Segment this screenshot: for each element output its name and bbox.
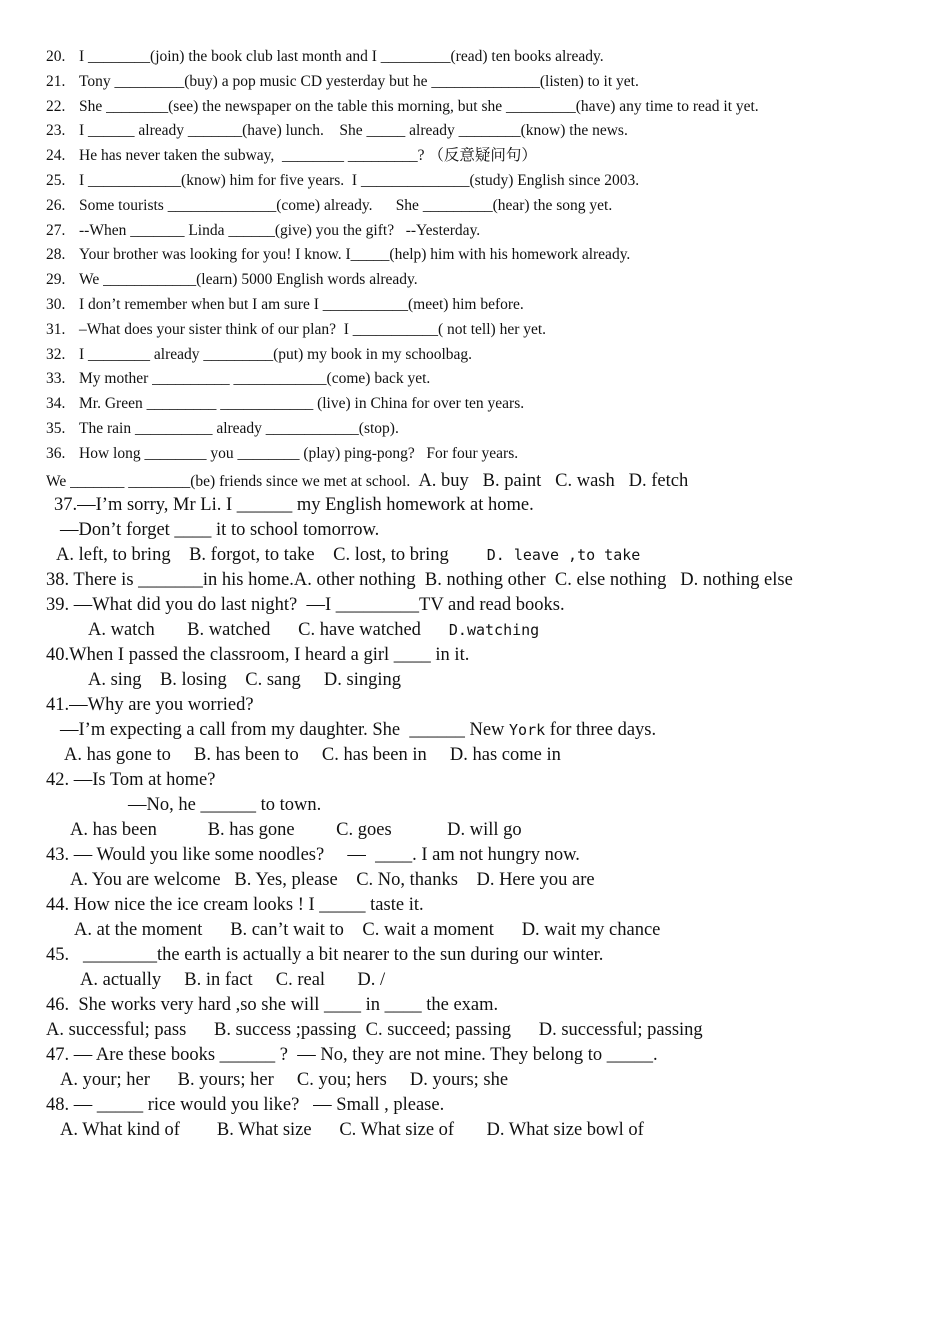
item-number: 33. [46, 370, 66, 387]
question-text: —What did you do last night? —I _________TV and read books. [69, 595, 565, 615]
item-number: 35. [46, 420, 66, 437]
item-text: My mother __________ ____________(come) back yet. [79, 370, 431, 387]
question-46 [46, 996, 498, 1015]
item-text: Some tourists ______________(come) already. She _________(hear) the song yet. [79, 197, 613, 214]
item-number: 28. [46, 246, 66, 263]
question-41 [46, 696, 254, 715]
question-text: — Are these books ______ ? — No, they are not mine. They belong to _____. [69, 1045, 658, 1065]
item-text: We ____________(learn) 5000 English words already. [79, 271, 418, 288]
item-text: How long ________ you ________ (play) ping-pong? For four years. [79, 445, 519, 462]
question-37-reply: —Don’t forget ____ it to school tomorrow. [60, 520, 380, 540]
question-41-options: A. has gone to B. has been to C. has been in D. has come in [64, 745, 561, 765]
question-41-reply [60, 721, 656, 740]
item-number: 36. [46, 445, 66, 462]
question-43-options: A. You are welcome B. Yes, please C. No, thanks D. Here you are [70, 870, 595, 890]
question-text: She works very hard ,so she will ____ in ____ the exam. [69, 995, 499, 1015]
item-text: I ________(join) the book club last month and I _________(read) ten books already. [79, 48, 604, 65]
question-46-options: A. successful; pass B. success ;passing C. succeed; passing D. successful; passing [46, 1020, 703, 1040]
question-number: 48. [46, 1095, 70, 1115]
item-text: –What does your sister think of our plan? I ___________( not tell) her yet. [79, 321, 547, 338]
question-47 [46, 1046, 658, 1065]
question-number: 45. [46, 945, 70, 965]
question-number: 41. [46, 695, 70, 715]
question-45 [46, 946, 603, 965]
reply-text: —I’m expecting a call from my daughter. She ______ New [60, 720, 510, 740]
item-number: 29. [46, 271, 66, 288]
question-text: —Is Tom at home? [69, 770, 216, 790]
question-38 [46, 571, 793, 590]
question-42-reply: —No, he ______ to town. [128, 795, 322, 815]
question-40-options: A. sing B. losing C. sang D. singing [88, 670, 401, 690]
item-text: I ________ already _________(put) my book in my schoolbag. [79, 346, 473, 363]
question-42-options: A. has been B. has gone C. goes D. will go [70, 820, 522, 840]
question-37-options [56, 546, 640, 565]
question-42 [46, 771, 215, 790]
item-text: She ________(see) the newspaper on the table this morning, but she _________(have) any time to read it yet. [79, 98, 759, 115]
question-44-options: A. at the moment B. can’t wait to C. wait a moment D. wait my chance [74, 920, 661, 940]
question-48 [46, 1096, 444, 1115]
item-text: Mr. Green _________ ____________ (live) in China for over ten years. [79, 395, 525, 412]
reply-text-end: for three days. [545, 720, 657, 740]
item-number: 26. [46, 197, 66, 214]
question-47-options: A. your; her B. yours; her C. you; hers D. yours; she [60, 1070, 509, 1090]
question-43 [46, 846, 580, 865]
item-number: 30. [46, 296, 66, 313]
options-abc: A. left, to bring B. forgot, to take C. lost, to bring [56, 545, 449, 565]
item-number: 25. [46, 172, 66, 189]
item-number: 34. [46, 395, 66, 412]
item-text: He has never taken the subway, ________ _________? （反意疑问句） [79, 147, 537, 164]
item-text: --When _______ Linda ______(give) you the gift? --Yesterday. [79, 222, 481, 239]
item-number: 32. [46, 346, 66, 363]
item-text: I ______ already _______(have) lunch. She _____ already ________(know) the news. [79, 122, 628, 139]
item-number: 21. [46, 73, 66, 90]
question-37 [54, 496, 534, 515]
question-number: 47. [46, 1045, 70, 1065]
question-45-options: A. actually B. in fact C. real D. / [80, 970, 386, 990]
we-line-options: A. buy B. paint C. wash D. fetch [410, 471, 689, 491]
question-number: 44. [46, 895, 70, 915]
options-abc: A. watch B. watched C. have watched [88, 620, 421, 640]
we-line-sentence: We _______ ________(be) friends since we met at school. [46, 473, 411, 490]
question-text: There is _______in his home.A. other nothing B. nothing other C. else nothing D. nothing else [69, 570, 793, 590]
we-line [46, 472, 688, 491]
question-40 [46, 646, 469, 665]
reply-york: York [509, 721, 546, 739]
item-text: I don’t remember when but I am sure I ___________(meet) him before. [79, 296, 524, 313]
question-text: — _____ rice would you like? — Small , please. [69, 1095, 445, 1115]
question-number: 46. [46, 995, 70, 1015]
item-number: 20. [46, 48, 66, 65]
option-d: D. leave ,to take [486, 546, 641, 564]
question-text: How nice the ice cream looks ! I _____ taste it. [69, 895, 424, 915]
question-text: ________the earth is actually a bit nearer to the sun during our winter. [69, 945, 604, 965]
question-44 [46, 896, 424, 915]
item-text: I ____________(know) him for five years. I ______________(study) English since 2003. [79, 172, 640, 189]
item-number: 23. [46, 122, 66, 139]
question-39 [46, 596, 565, 615]
question-number: 43. [46, 845, 70, 865]
question-number: 40. [46, 645, 70, 665]
question-text: When I passed the classroom, I heard a girl ____ in it. [69, 645, 470, 665]
item-text: Tony _________(buy) a pop music CD yesterday but he ______________(listen) to it yet. [79, 73, 639, 90]
question-text: —Why are you worried? [69, 695, 254, 715]
question-number: 37. [54, 495, 78, 515]
item-text: Your brother was looking for you! I know. I_____(help) him with his homework already. [79, 246, 631, 263]
item-text: The rain __________ already ____________(stop). [79, 420, 399, 437]
question-number: 39. [46, 595, 70, 615]
item-number: 22. [46, 98, 66, 115]
item-number: 31. [46, 321, 66, 338]
question-text: — Would you like some noodles? — ____. I am not hungry now. [69, 845, 580, 865]
option-d: D.watching [448, 621, 540, 639]
question-number: 38. [46, 570, 70, 590]
question-text: —I’m sorry, Mr Li. I ______ my English homework at home. [77, 495, 534, 515]
question-48-options: A. What kind of B. What size C. What size of D. What size bowl of [60, 1120, 644, 1140]
question-number: 42. [46, 770, 70, 790]
question-39-options [88, 621, 539, 640]
item-number: 27. [46, 222, 66, 239]
item-number: 24. [46, 147, 66, 164]
